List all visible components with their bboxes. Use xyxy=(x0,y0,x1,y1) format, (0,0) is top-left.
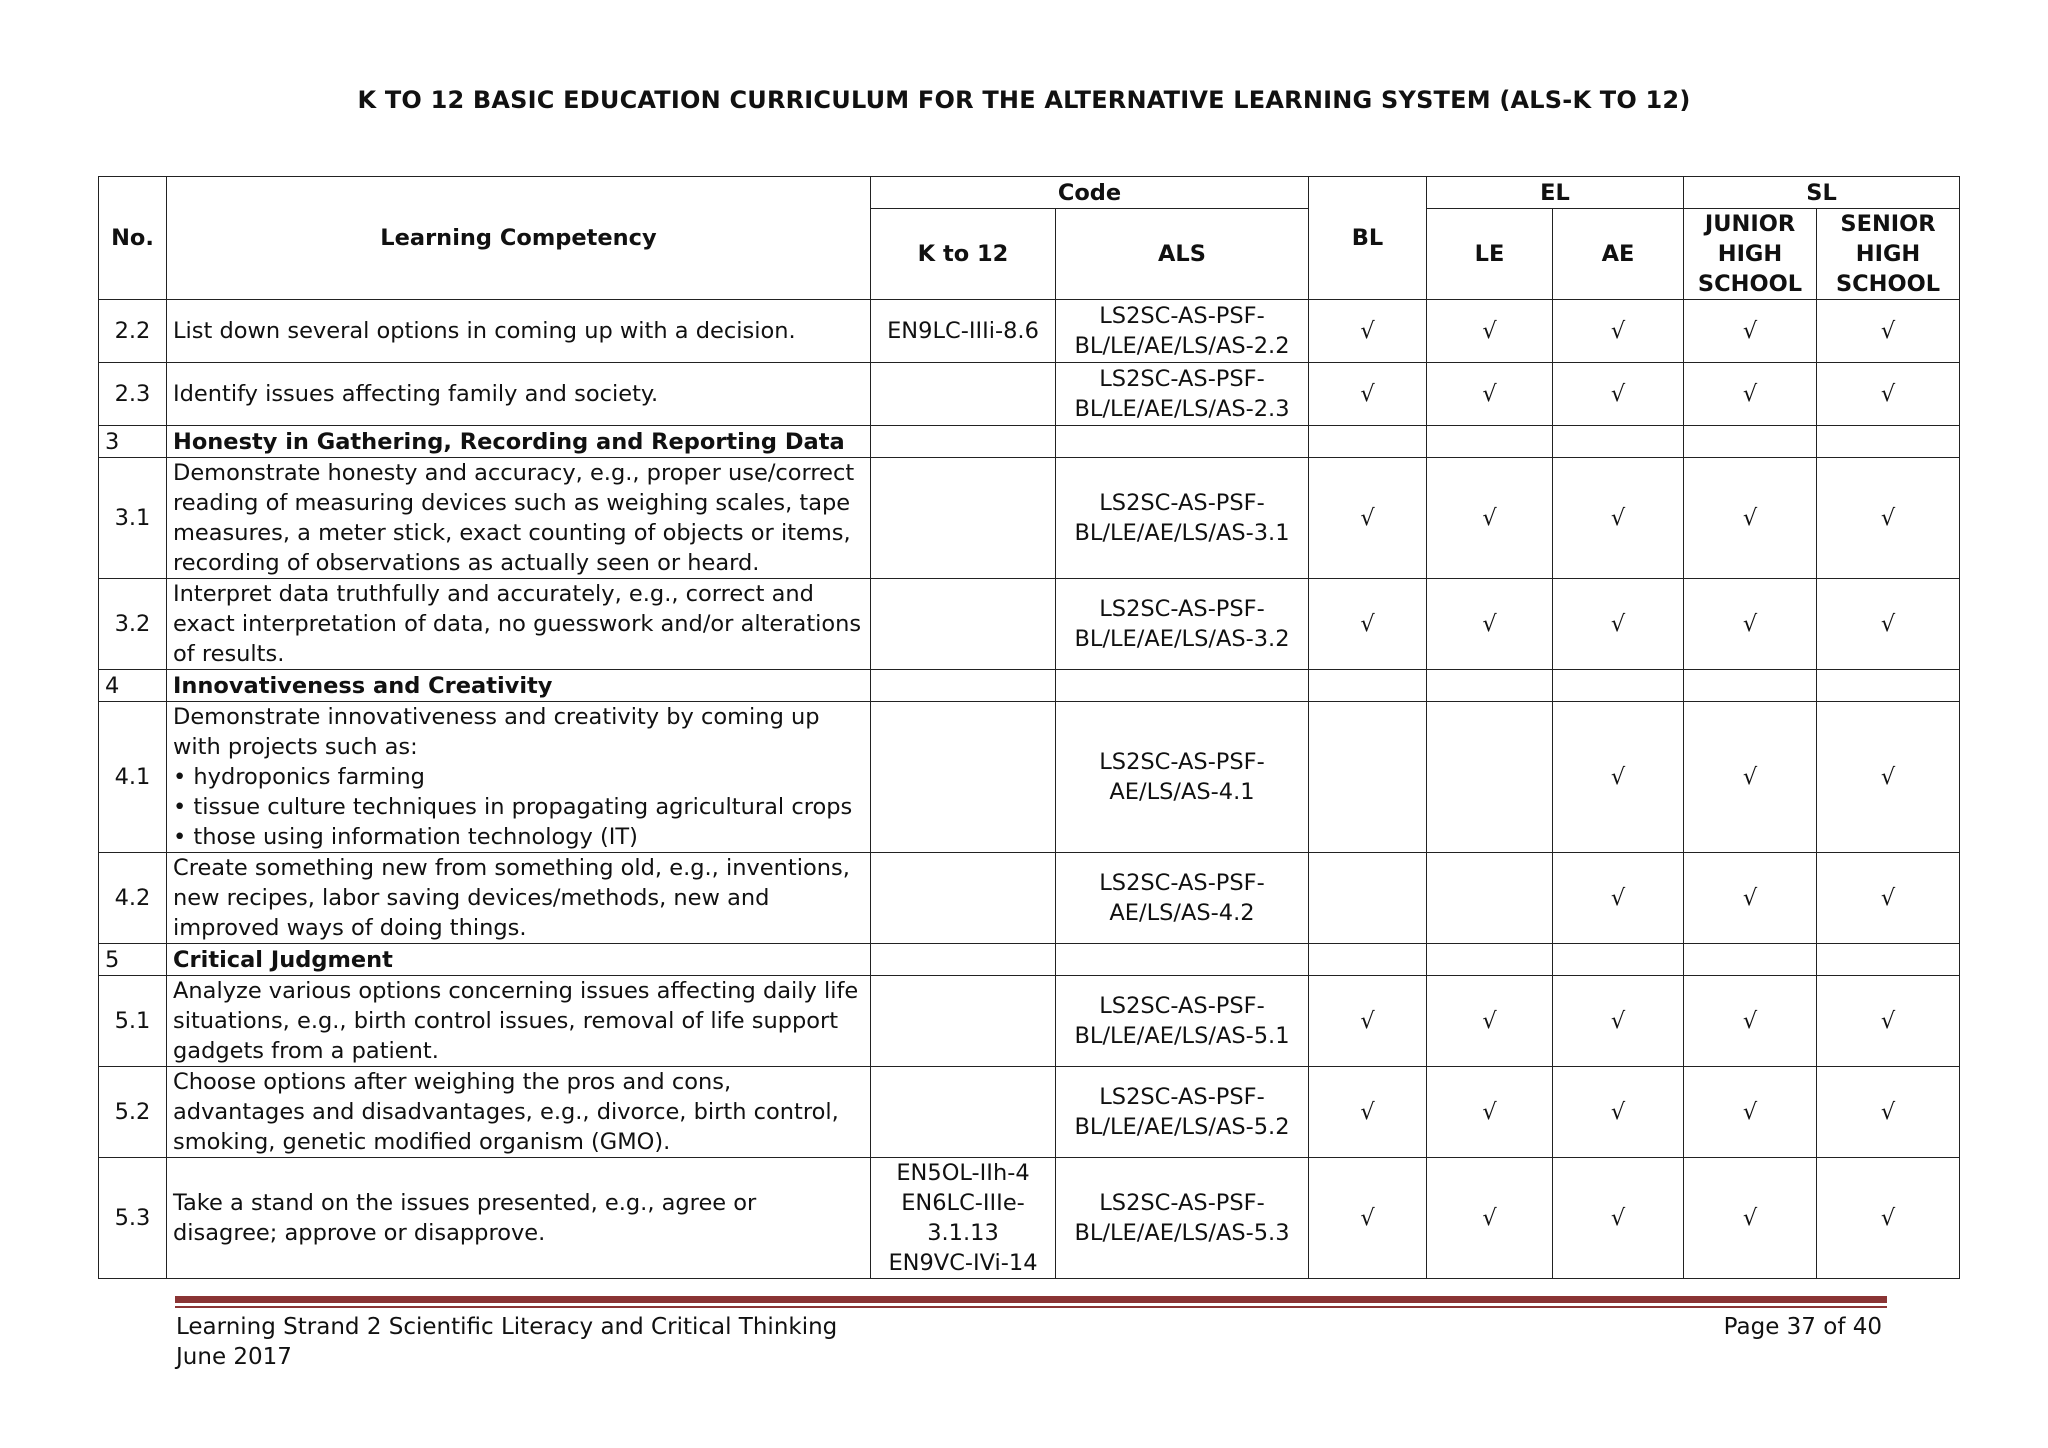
check-mark-icon: √ xyxy=(1482,1205,1497,1231)
learning-competency: List down several options in coming up with a decision. xyxy=(167,300,871,363)
check-bl xyxy=(1309,976,1427,1067)
check-mark-icon: √ xyxy=(1610,381,1626,407)
check-bl xyxy=(1309,363,1427,426)
check-mark-icon: √ xyxy=(1880,885,1896,911)
empty-cell xyxy=(1427,944,1553,976)
check-mark-icon: √ xyxy=(1360,1205,1375,1231)
competency-line: Demonstrate innovativeness and creativity by coming up with projects such as: xyxy=(173,704,820,760)
check-le xyxy=(1427,702,1553,853)
check-mark-icon: √ xyxy=(1610,1205,1626,1231)
empty-cell xyxy=(1553,426,1684,458)
check-mark-icon: √ xyxy=(1360,318,1375,344)
check-le xyxy=(1427,1067,1553,1158)
empty-cell xyxy=(1056,944,1309,976)
learning-competency: Interpret data truthfully and accurately, e.g., correct and exact interpretation of data, no guesswork and/or alterations of results. xyxy=(167,579,871,670)
check-mark-icon: √ xyxy=(1880,611,1896,637)
check-bl xyxy=(1309,702,1427,853)
check-jhs xyxy=(1684,976,1817,1067)
check-mark-icon: √ xyxy=(1880,381,1896,407)
check-mark-icon: √ xyxy=(1610,885,1626,911)
header-jhs xyxy=(1684,209,1817,300)
check-mark-icon: √ xyxy=(1360,381,1375,407)
table-row xyxy=(99,363,1960,426)
learning-competency: Identify issues affecting family and society. xyxy=(167,363,871,426)
empty-cell xyxy=(1817,426,1960,458)
check-bl xyxy=(1309,1067,1427,1158)
table-body xyxy=(99,300,1960,1279)
k12-code xyxy=(871,976,1056,1067)
empty-cell xyxy=(871,426,1056,458)
check-bl xyxy=(1309,300,1427,363)
check-mark-icon: √ xyxy=(1742,764,1758,790)
row-number: 2.2 xyxy=(99,300,167,363)
check-shs xyxy=(1817,363,1960,426)
check-mark-icon: √ xyxy=(1610,611,1626,637)
check-le xyxy=(1427,458,1553,579)
competency-line: • those using information technology (IT) xyxy=(173,824,638,850)
als-code: LS2SC-AS-PSF-BL/LE/AE/LS/AS-5.1 xyxy=(1056,976,1309,1067)
header-bl: BL xyxy=(1309,177,1427,300)
check-jhs xyxy=(1684,702,1817,853)
check-le xyxy=(1427,363,1553,426)
als-code: LS2SC-AS-PSF-BL/LE/AE/LS/AS-2.3 xyxy=(1056,363,1309,426)
header-no: No. xyxy=(99,177,167,300)
als-code: LS2SC-AS-PSF-BL/LE/AE/LS/AS-5.3 xyxy=(1056,1158,1309,1279)
check-ae xyxy=(1553,458,1684,579)
check-mark-icon: √ xyxy=(1742,1008,1758,1034)
check-le xyxy=(1427,853,1553,944)
als-code: LS2SC-AS-PSF-BL/LE/AE/LS/AS-3.2 xyxy=(1056,579,1309,670)
als-code: LS2SC-AS-PSF-AE/LS/AS-4.2 xyxy=(1056,853,1309,944)
header-el: EL xyxy=(1427,177,1684,209)
header-shs-line3: SCHOOL xyxy=(1835,271,1941,297)
table-row xyxy=(99,670,1960,702)
check-shs xyxy=(1817,1158,1960,1279)
check-mark-icon: √ xyxy=(1880,1008,1896,1034)
header-shs xyxy=(1817,209,1960,300)
check-mark-icon: √ xyxy=(1610,764,1626,790)
check-mark-icon: √ xyxy=(1482,611,1497,637)
empty-cell xyxy=(1427,670,1553,702)
check-mark-icon: √ xyxy=(1360,1008,1375,1034)
table-row xyxy=(99,579,1960,670)
check-mark-icon: √ xyxy=(1880,318,1896,344)
document-title: K TO 12 BASIC EDUCATION CURRICULUM FOR THE ALTERNATIVE LEARNING SYSTEM (ALS-K TO 12) xyxy=(357,86,1691,114)
empty-cell xyxy=(1817,944,1960,976)
check-mark-icon: √ xyxy=(1482,505,1497,531)
check-mark-icon: √ xyxy=(1360,611,1375,637)
learning-competency: Take a stand on the issues presented, e.g., agree or disagree; approve or disapprove. xyxy=(167,1158,871,1279)
check-mark-icon: √ xyxy=(1482,1099,1497,1125)
footer-date: June 2017 xyxy=(176,1344,292,1370)
table-row xyxy=(99,1067,1960,1158)
check-mark-icon: √ xyxy=(1360,1099,1375,1125)
table-row xyxy=(99,300,1960,363)
empty-cell xyxy=(1684,426,1817,458)
k12-code-line: EN6LC-IIIe-3.1.13 xyxy=(901,1190,1025,1246)
row-number: 3.2 xyxy=(99,579,167,670)
check-shs xyxy=(1817,976,1960,1067)
check-le xyxy=(1427,1158,1553,1279)
section-title: Critical Judgment xyxy=(167,944,871,976)
empty-cell xyxy=(1309,670,1427,702)
k12-code-line: EN9VC-IVi-14 xyxy=(888,1250,1038,1276)
check-jhs xyxy=(1684,458,1817,579)
empty-cell xyxy=(1684,670,1817,702)
header-shs-line1: SENIOR xyxy=(1840,211,1936,237)
header-competency: Learning Competency xyxy=(167,177,871,300)
row-number: 3.1 xyxy=(99,458,167,579)
check-mark-icon: √ xyxy=(1610,505,1626,531)
check-shs xyxy=(1817,458,1960,579)
learning-competency: Analyze various options concerning issues affecting daily life situations, e.g., birth control issues, removal of life support gadgets from a patient. xyxy=(167,976,871,1067)
table-row xyxy=(99,458,1960,579)
k12-code xyxy=(871,1067,1056,1158)
check-mark-icon: √ xyxy=(1610,318,1626,344)
k12-code xyxy=(871,458,1056,579)
footer-page-number: Page 37 of 40 xyxy=(1723,1314,1882,1340)
footer-rule xyxy=(175,1296,1887,1303)
row-number: 5.2 xyxy=(99,1067,167,1158)
check-mark-icon: √ xyxy=(1360,505,1375,531)
section-title: Honesty in Gathering, Recording and Reporting Data xyxy=(167,426,871,458)
check-ae xyxy=(1553,363,1684,426)
table-row xyxy=(99,944,1960,976)
check-mark-icon: √ xyxy=(1482,1008,1497,1034)
als-code: LS2SC-AS-PSF-BL/LE/AE/LS/AS-2.2 xyxy=(1056,300,1309,363)
check-ae xyxy=(1553,300,1684,363)
check-le xyxy=(1427,579,1553,670)
check-shs xyxy=(1817,579,1960,670)
check-mark-icon: √ xyxy=(1742,1099,1758,1125)
als-code: LS2SC-AS-PSF-BL/LE/AE/LS/AS-5.2 xyxy=(1056,1067,1309,1158)
check-shs xyxy=(1817,853,1960,944)
empty-cell xyxy=(1684,944,1817,976)
empty-cell xyxy=(1309,426,1427,458)
check-jhs xyxy=(1684,1158,1817,1279)
check-mark-icon: √ xyxy=(1742,318,1758,344)
check-ae xyxy=(1553,853,1684,944)
learning-competency xyxy=(167,702,871,853)
check-mark-icon: √ xyxy=(1610,1099,1626,1125)
k12-code xyxy=(871,579,1056,670)
check-shs xyxy=(1817,702,1960,853)
empty-cell xyxy=(1553,670,1684,702)
empty-cell xyxy=(1056,670,1309,702)
check-mark-icon: √ xyxy=(1880,1099,1896,1125)
empty-cell xyxy=(1056,426,1309,458)
check-jhs xyxy=(1684,853,1817,944)
check-mark-icon: √ xyxy=(1880,764,1896,790)
k12-code xyxy=(871,1158,1056,1279)
check-mark-icon: √ xyxy=(1880,1205,1896,1231)
header-code: Code xyxy=(871,177,1309,209)
k12-code xyxy=(871,853,1056,944)
k12-code xyxy=(871,363,1056,426)
check-ae xyxy=(1553,702,1684,853)
row-number: 5.1 xyxy=(99,976,167,1067)
check-shs xyxy=(1817,1067,1960,1158)
als-code: LS2SC-AS-PSF-BL/LE/AE/LS/AS-3.1 xyxy=(1056,458,1309,579)
table-row xyxy=(99,1158,1960,1279)
section-title: Innovativeness and Creativity xyxy=(167,670,871,702)
check-bl xyxy=(1309,458,1427,579)
check-bl xyxy=(1309,853,1427,944)
check-jhs xyxy=(1684,1067,1817,1158)
check-mark-icon: √ xyxy=(1742,505,1758,531)
learning-competency: Demonstrate honesty and accuracy, e.g., proper use/correct reading of measuring devices such as weighing scales, tape measures, a meter stick, exact counting of objects or items, recording of observations as actually seen or heard. xyxy=(167,458,871,579)
empty-cell xyxy=(871,670,1056,702)
check-jhs xyxy=(1684,579,1817,670)
header-jhs-line2: HIGH xyxy=(1717,241,1783,267)
empty-cell xyxy=(1817,670,1960,702)
check-mark-icon: √ xyxy=(1482,318,1497,344)
empty-cell xyxy=(871,944,1056,976)
header-k12: K to 12 xyxy=(871,209,1056,300)
check-shs xyxy=(1817,300,1960,363)
check-bl xyxy=(1309,579,1427,670)
row-number: 4.2 xyxy=(99,853,167,944)
learning-competency: Create something new from something old, e.g., inventions, new recipes, labor saving devices/methods, new and improved ways of doing things. xyxy=(167,853,871,944)
als-code: LS2SC-AS-PSF-AE/LS/AS-4.1 xyxy=(1056,702,1309,853)
check-ae xyxy=(1553,1067,1684,1158)
header-le: LE xyxy=(1427,209,1553,300)
row-number: 4.1 xyxy=(99,702,167,853)
check-mark-icon: √ xyxy=(1482,381,1497,407)
section-number: 5 xyxy=(99,944,167,976)
header-ae: AE xyxy=(1553,209,1684,300)
table-row xyxy=(99,853,1960,944)
competency-line: • hydroponics farming xyxy=(173,764,425,790)
empty-cell xyxy=(1427,426,1553,458)
header-jhs-line3: SCHOOL xyxy=(1697,271,1803,297)
header-jhs-line1: JUNIOR xyxy=(1704,211,1796,237)
check-jhs xyxy=(1684,363,1817,426)
k12-code xyxy=(871,702,1056,853)
row-number: 5.3 xyxy=(99,1158,167,1279)
check-le xyxy=(1427,976,1553,1067)
check-jhs xyxy=(1684,300,1817,363)
learning-competency: Choose options after weighing the pros and cons, advantages and disadvantages, e.g., divorce, birth control, smoking, genetic modified organism (GMO). xyxy=(167,1067,871,1158)
check-mark-icon: √ xyxy=(1742,381,1758,407)
empty-cell xyxy=(1309,944,1427,976)
table-row xyxy=(99,976,1960,1067)
k12-code-line: EN5OL-IIh-4 xyxy=(896,1160,1030,1186)
check-mark-icon: √ xyxy=(1742,885,1758,911)
check-mark-icon: √ xyxy=(1880,505,1896,531)
k12-code: EN9LC-IIIi-8.6 xyxy=(871,300,1056,363)
header-sl: SL xyxy=(1684,177,1960,209)
section-number: 4 xyxy=(99,670,167,702)
competency-line: • tissue culture techniques in propagating agricultural crops xyxy=(173,794,853,820)
check-ae xyxy=(1553,1158,1684,1279)
check-mark-icon: √ xyxy=(1610,1008,1626,1034)
curriculum-table xyxy=(98,176,1960,1279)
check-ae xyxy=(1553,976,1684,1067)
row-number: 2.3 xyxy=(99,363,167,426)
table-row xyxy=(99,426,1960,458)
footer-strand: Learning Strand 2 Scientific Literacy and Critical Thinking xyxy=(176,1314,838,1340)
section-number: 3 xyxy=(99,426,167,458)
check-le xyxy=(1427,300,1553,363)
footer-rule-thin xyxy=(175,1306,1887,1308)
footer-left xyxy=(176,1312,837,1372)
check-bl xyxy=(1309,1158,1427,1279)
header-shs-line2: HIGH xyxy=(1855,241,1921,267)
empty-cell xyxy=(1553,944,1684,976)
table-row xyxy=(99,702,1960,853)
header-als: ALS xyxy=(1056,209,1309,300)
check-ae xyxy=(1553,579,1684,670)
check-mark-icon: √ xyxy=(1742,611,1758,637)
check-mark-icon: √ xyxy=(1742,1205,1758,1231)
